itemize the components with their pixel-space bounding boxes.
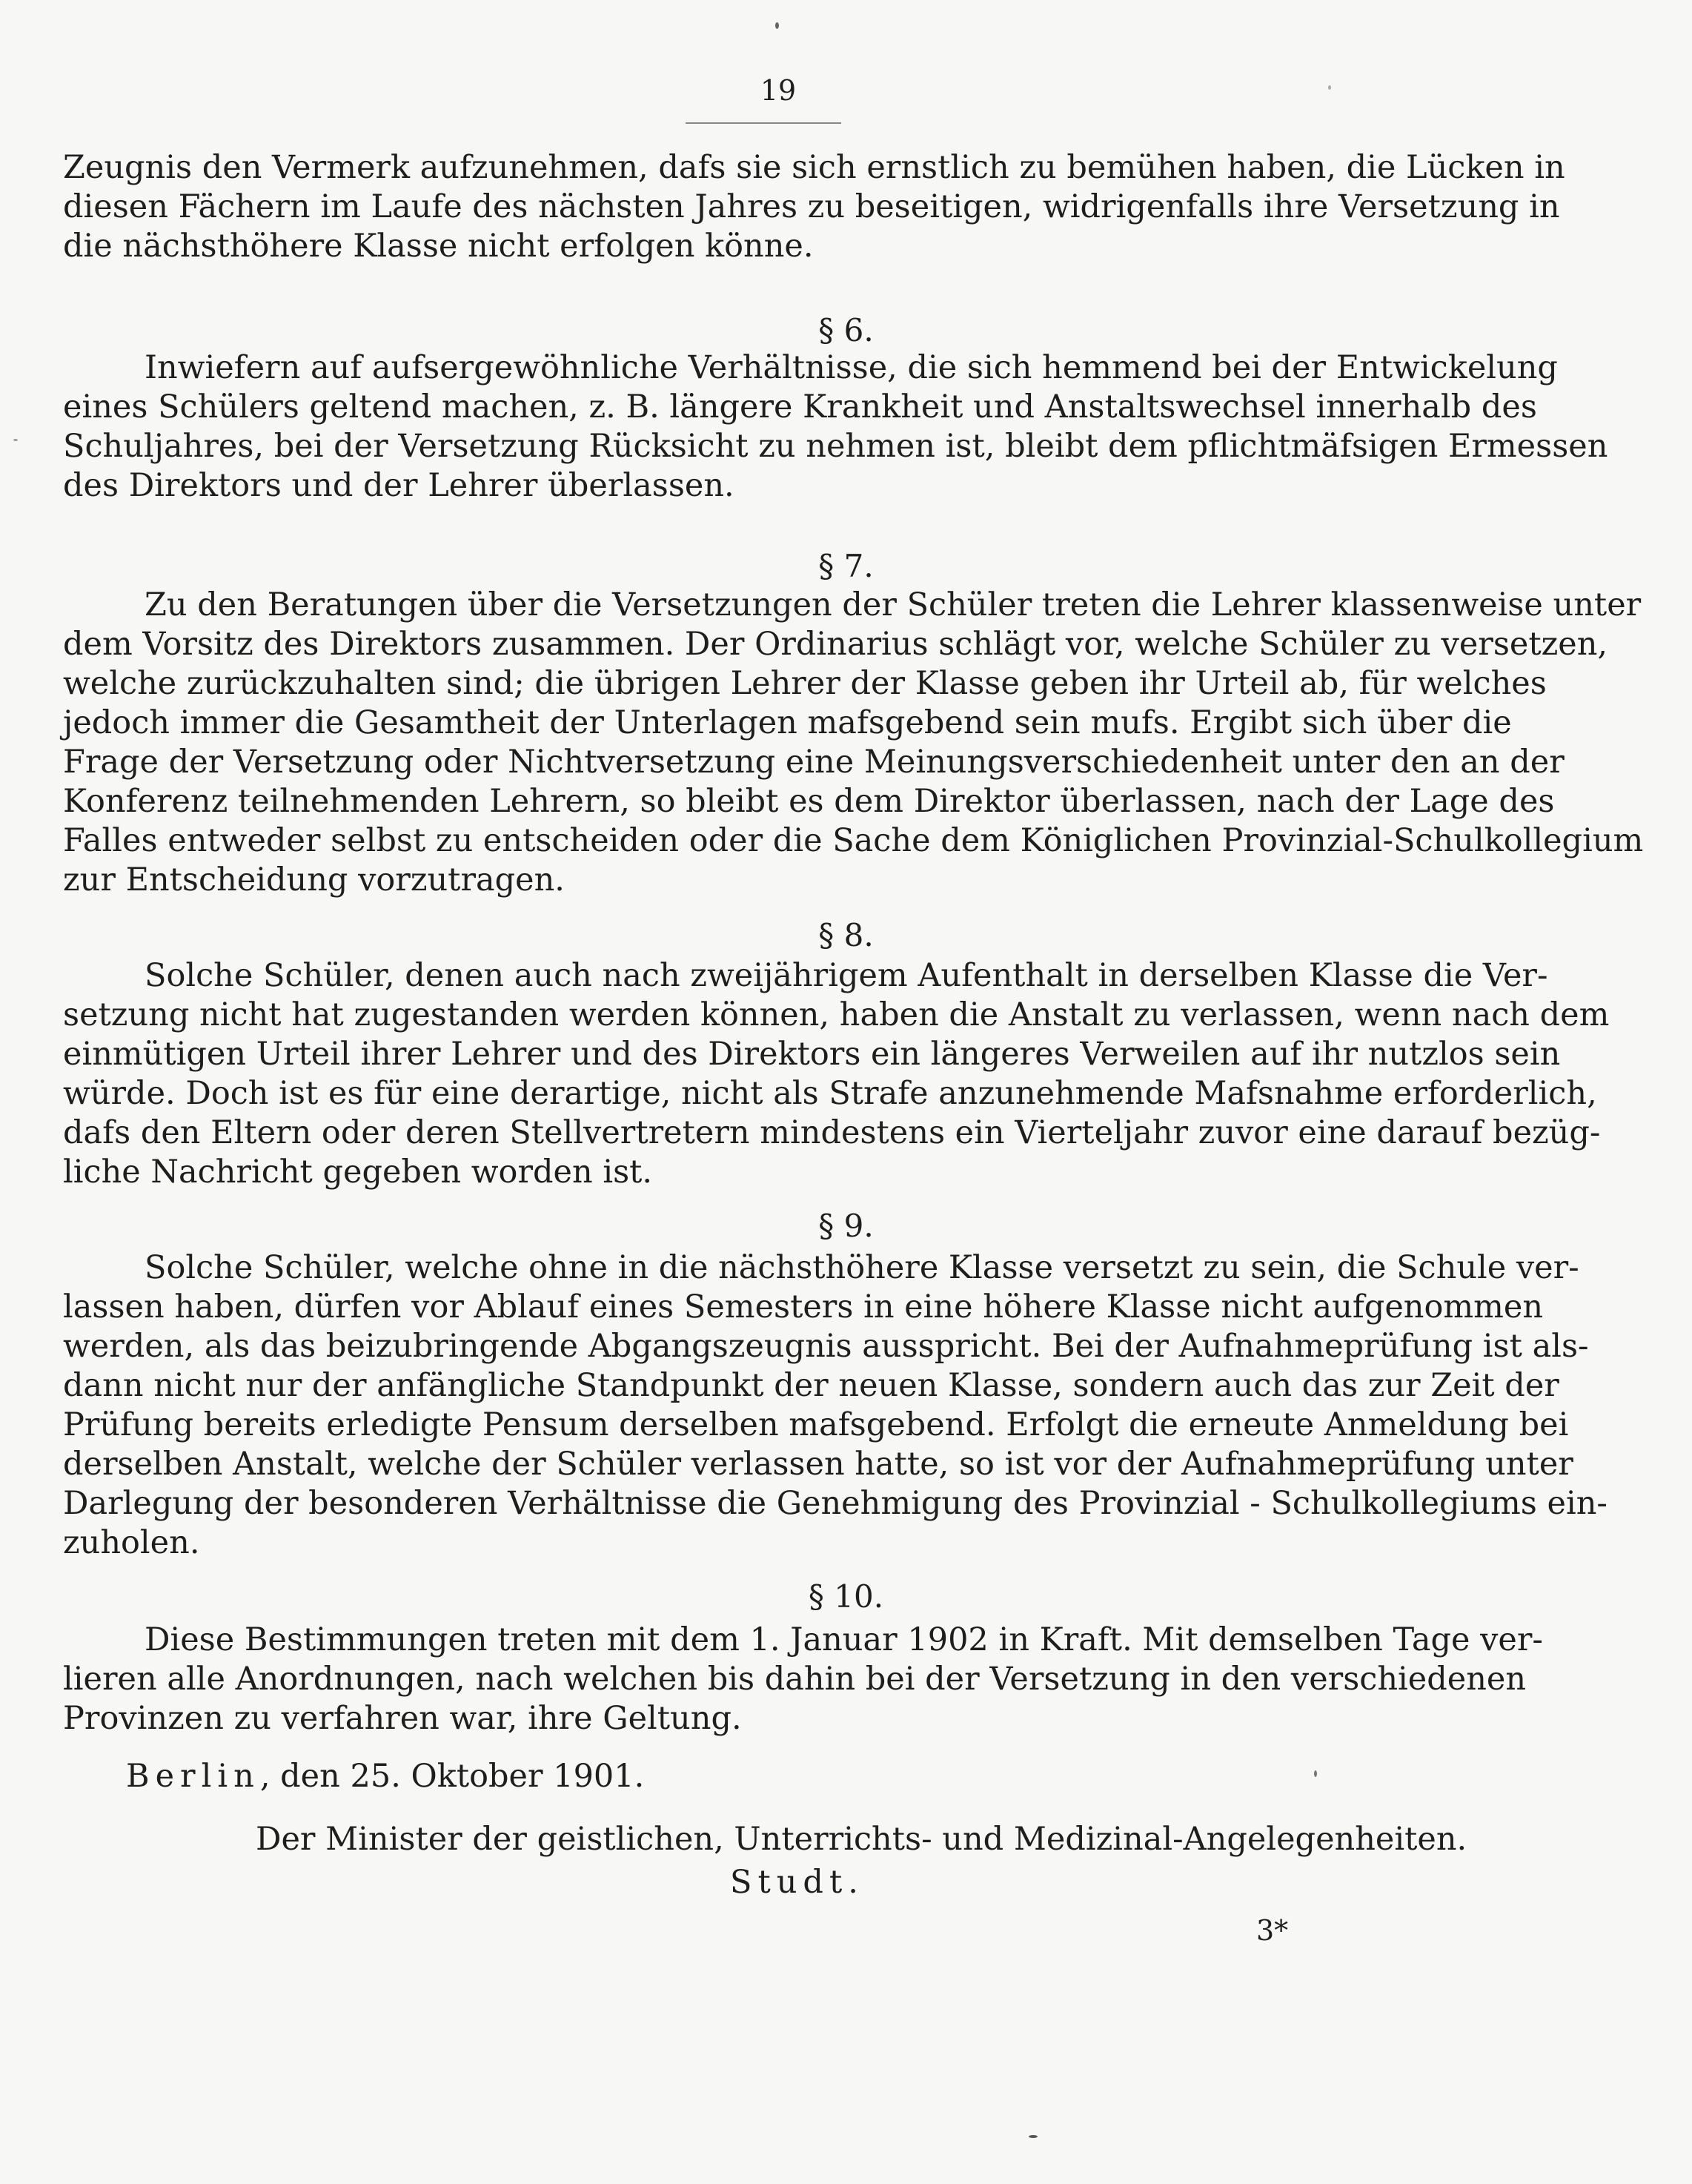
section-heading: § 10. — [808, 1578, 884, 1615]
section-heading: § 7. — [818, 548, 874, 584]
text-line: lassen haben, dürfen vor Ablauf eines Semesters in eine höhere Klasse nicht aufgenommen — [63, 1288, 1544, 1326]
text-line: Darlegung der besonderen Verhältnisse die Genehmigung des Provinzial - Schulkollegiums ein- — [63, 1485, 1608, 1522]
scan-speck — [1314, 1770, 1317, 1777]
section-7-paragraph — [63, 586, 1644, 900]
text-line: lieren alle Anordnungen, nach welchen bis dahin bei der Versetzung in den verschiedenen — [63, 1661, 1527, 1698]
text-line: liche Nachricht gegeben worden ist. — [63, 1154, 653, 1191]
text-line: dann nicht nur der anfängliche Standpunkt der neuen Klasse, sondern auch das zur Zeit der — [63, 1367, 1559, 1404]
text-line: dem Vorsitz des Direktors zusammen. Der Ordinarius schlägt vor, welche Schüler zu versetzen, — [63, 626, 1608, 663]
text-line: diesen Fächern im Laufe des nächsten Jahres zu beseitigen, widrigenfalls ihre Versetzung in — [63, 188, 1560, 225]
text-line: jedoch immer die Gesamtheit der Unterlagen mafsgebend sein mufs. Ergibt sich über die — [63, 704, 1512, 741]
text-line: die nächsthöhere Klasse nicht erfolgen könne. — [63, 228, 814, 265]
section-10-paragraph — [63, 1621, 1543, 1738]
text-line: Schuljahres, bei der Versetzung Rücksicht zu nehmen ist, bleibt dem pflichtmäfsigen Ermessen — [63, 428, 1608, 465]
text-line: Solche Schüler, welche ohne in die nächsthöhere Klasse versetzt zu sein, die Schule ver- — [145, 1249, 1579, 1286]
scan-speck — [13, 439, 18, 441]
text-line: Zeugnis den Vermerk aufzunehmen, dafs sie sich ernstlich zu bemühen haben, die Lücken in — [63, 149, 1565, 186]
text-line: Prüfung bereits erledigte Pensum derselben mafsgebend. Erfolgt die erneute Anmeldung bei — [63, 1406, 1569, 1443]
text-line: zur Entscheidung vorzutragen. — [63, 861, 565, 899]
text-line: Provinzen zu verfahren war, ihre Geltung. — [63, 1700, 742, 1737]
section-9-paragraph — [63, 1248, 1608, 1563]
text-line: werden, als das beizubringende Abgangszeugnis ausspricht. Bei der Aufnahmeprüfung ist als- — [63, 1328, 1589, 1365]
scan-speck — [775, 22, 779, 29]
scan-speck — [1328, 85, 1331, 90]
intro-paragraph — [63, 148, 1565, 266]
section-8-paragraph — [63, 956, 1610, 1192]
page-number: 19 — [760, 74, 797, 107]
text-line: Diese Bestimmungen treten mit dem 1. Januar 1902 in Kraft. Mit demselben Tage ver- — [145, 1621, 1543, 1658]
text-line: Inwiefern auf aufsergewöhnliche Verhältnisse, die sich hemmend bei der Entwickelung — [145, 349, 1558, 386]
text-line: welche zurückzuhalten sind; die übrigen Lehrer der Klasse geben ihr Urteil ab, für welches — [63, 665, 1547, 702]
place-date-line — [126, 1757, 644, 1796]
text-line: Falles entweder selbst zu entscheiden oder die Sache dem Königlichen Provinzial-Schulkollegium — [63, 822, 1644, 859]
scan-speck — [1029, 2135, 1038, 2138]
text-line: zuholen. — [63, 1524, 200, 1561]
section-heading: § 9. — [818, 1208, 874, 1244]
text-line: des Direktors und der Lehrer überlassen. — [63, 467, 734, 504]
text-line: Solche Schüler, denen auch nach zweijährigem Aufenthalt in derselben Klasse die Ver- — [145, 957, 1548, 994]
text-line: Konferenz teilnehmenden Lehrern, so bleibt es dem Direktor überlassen, nach der Lage des — [63, 783, 1555, 820]
text-line: eines Schülers geltend machen, z. B. längere Krankheit und Anstaltswechsel innerhalb des — [63, 388, 1537, 426]
section-heading: § 6. — [818, 312, 874, 348]
text-line: setzung nicht hat zugestanden werden können, haben die Anstalt zu verlassen, wenn nach dem — [63, 996, 1610, 1033]
text-line: einmütigen Urteil ihrer Lehrer und des Direktors ein längeres Verweilen auf ihr nutzlos sein — [63, 1036, 1561, 1073]
place-name: Berlin — [126, 1758, 260, 1795]
text-line: würde. Doch ist es für eine derartige, nicht als Strafe anzunehmende Mafsnahme erforderlich, — [63, 1075, 1597, 1112]
section-heading: § 8. — [818, 917, 874, 953]
footer-signature-mark: 3* — [1256, 1914, 1289, 1947]
minister-signature: Studt. — [730, 1864, 864, 1901]
page-number-rule — [686, 122, 841, 124]
text-line: derselben Anstalt, welche der Schüler verlassen hatte, so ist vor der Aufnahmeprüfung unter — [63, 1446, 1573, 1483]
text-line: Frage der Versetzung oder Nichtversetzung eine Meinungsverschiedenheit unter den an der — [63, 744, 1565, 781]
text-line: dafs den Eltern oder deren Stellvertretern mindestens ein Vierteljahr zuvor eine darauf bezüg- — [63, 1114, 1601, 1151]
minister-office: Der Minister der geistlichen, Unterrichts- und Medizinal-Angelegenheiten. — [256, 1821, 1467, 1858]
text-line: Zu den Beratungen über die Versetzungen der Schüler treten die Lehrer klassenweise unter — [145, 586, 1642, 623]
date-text: , den 25. Oktober 1901. — [259, 1758, 645, 1795]
section-6-paragraph — [63, 348, 1608, 506]
